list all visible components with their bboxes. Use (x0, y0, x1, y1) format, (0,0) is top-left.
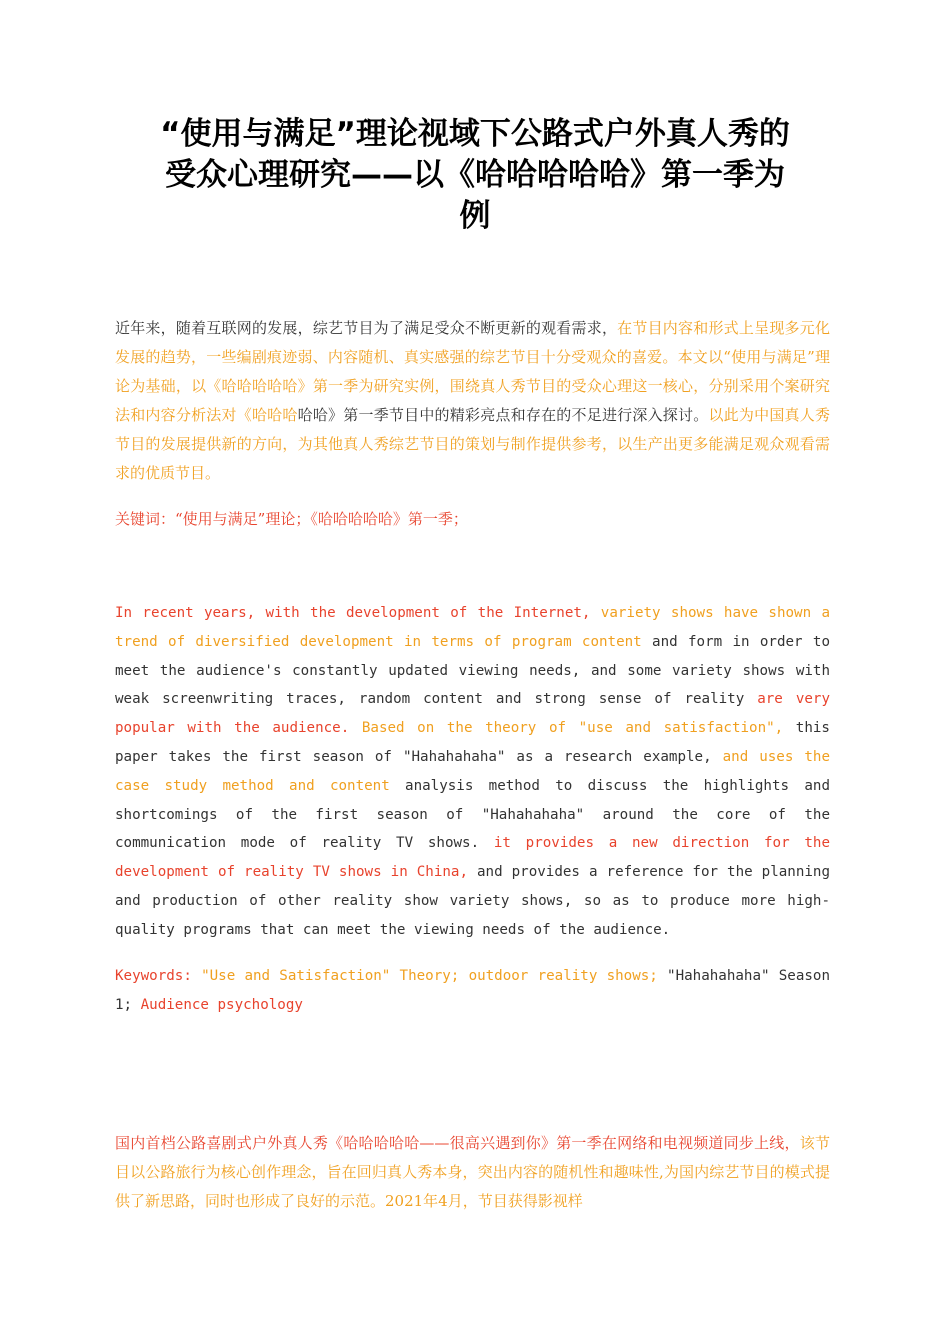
cn-abstract-segment: 在节目内容和形式上呈现多元化发展的趋势， (115, 319, 830, 366)
en-keyword-item: outdoor reality shows; (468, 968, 668, 984)
cn-abstract-segment: 以此为中国真人秀节目的发展提供新的方向， (115, 406, 830, 453)
chinese-body-paragraph (115, 1129, 830, 1216)
cn-abstract-segment: 近年来，随着互联网的发展，综艺节目为了满足受众不断更新的观看需求， (115, 319, 618, 337)
english-keywords (115, 962, 830, 1020)
cn-abstract-segment: 一些编剧痕迹弱、内容随机、真实感强的综艺节目十分受观众的喜爱。 (206, 348, 678, 366)
english-abstract (115, 599, 830, 945)
en-keyword-item: "Use and Satisfaction" Theory; (201, 968, 469, 984)
title-line-3: 例 (459, 198, 491, 234)
en-keyword-item: Audience psychology (140, 996, 303, 1013)
en-abstract-segment: analysis method to discuss the highlights and shortcomings of the first season of "Hahahahaha" around the core of the communication mode of reality TV shows. (115, 777, 830, 852)
en-abstract-segment: Based on the theory of "use and satisfaction", (349, 720, 784, 737)
en-abstract-segment: In recent years, with the development of the Internet, (115, 605, 601, 621)
en-abstract-segment: are very popular with the audience. (115, 691, 830, 737)
title-line-1: “使用与满足”理论视域下公路式户外真人秀的 (160, 116, 790, 152)
en-abstract-segment: and uses the case study method and content (115, 748, 830, 794)
en-abstract-segment: it provides a new direction for the development of reality TV shows in China, (115, 835, 830, 881)
document-title (100, 114, 850, 237)
chinese-abstract (115, 314, 830, 488)
en-abstract-segment: and provides a reference for the planning and production of other reality show variety shows, so as to produce more high-quality programs that can meet the viewing needs of the audience. (115, 864, 830, 938)
en-abstract-segment: this paper takes the first season of "Hahahahaha" as a research example, (115, 720, 830, 765)
cn-abstract-segment: 围绕真人秀节目的受众心理这一核心， (449, 377, 709, 395)
cn-abstract-segment: 分别采用个案研究法和内容分析法对《哈哈哈 (115, 377, 830, 424)
cn-abstract-segment: 为其他真人秀综艺节目的策划与制作提供参考，以生产出更多能满足观众观看需求的优质节目。 (115, 435, 830, 482)
en-abstract-segment: and form in order to meet the audience's constantly updated viewing needs, and some variety shows with weak screenwriting traces, random content and strong sense of reality (115, 633, 831, 708)
en-abstract-segment: variety shows have shown a trend of diversified development in terms of program content (115, 605, 830, 650)
title-line-2: 受众心理研究——以《哈哈哈哈哈》第一季为 (165, 157, 785, 193)
en-keyword-label: Keywords: (115, 968, 202, 984)
cn-body-segment: 该节目以公路旅行为核心创作理念，旨在回归真人秀本身，突出内容的随机性和趣味性,为国内综艺节目的模式提供了新思路，同时也形成了良好的示范。2021年4月，节目获得影视样 (115, 1134, 830, 1210)
chinese-keywords: 关键词：“使用与满足”理论；《哈哈哈哈哈》第一季； (115, 510, 468, 528)
cn-body-segment: 国内首档公路喜剧式户外真人秀《哈哈哈哈哈——很高兴遇到你》第一季在网络和电视频道同步上线， (115, 1134, 800, 1152)
cn-abstract-segment: 哈哈》第一季节目中的精彩亮点和存在的不足进行深入探讨。 (297, 406, 709, 424)
en-keyword-item: "Hahahahaha" Season 1; (115, 968, 830, 1013)
cn-abstract-segment: 本文以“使用与满足”理论为基础，以《哈哈哈哈哈》第一季为研究实例， (115, 348, 830, 395)
